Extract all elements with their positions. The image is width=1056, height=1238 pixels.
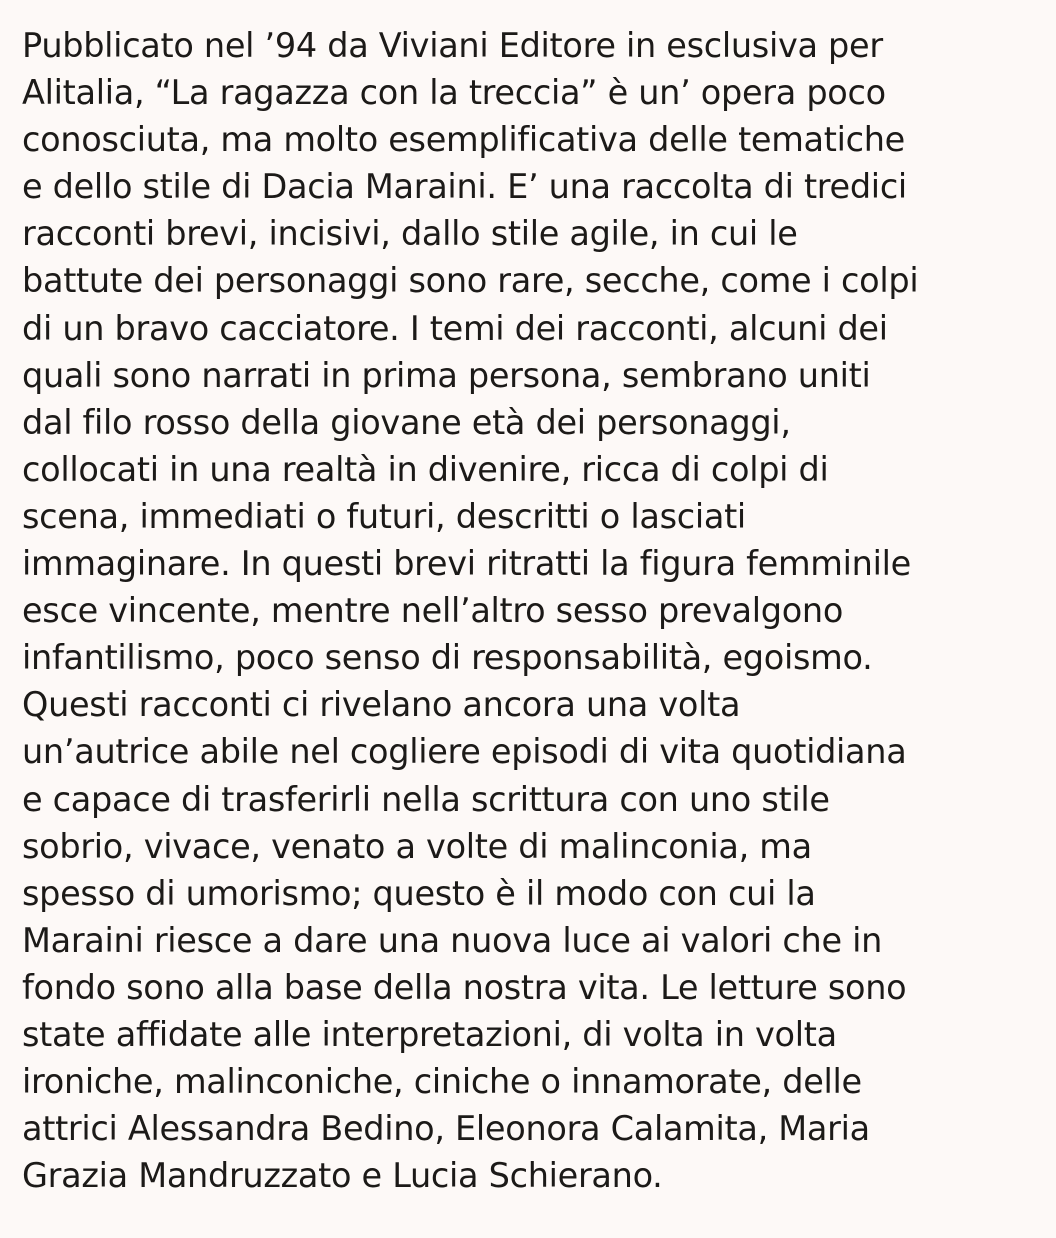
paragraph-line: conosciuta, ma molto esemplificativa delle tematiche bbox=[22, 120, 905, 160]
paragraph-line: spesso di umorismo; questo è il modo con cui la bbox=[22, 873, 816, 913]
paragraph-line: state affidate alle interpretazioni, di volta in volta bbox=[22, 1014, 837, 1054]
paragraph-line: Alitalia, “La ragazza con la treccia” è un’ opera poco bbox=[22, 73, 886, 113]
paragraph-line: Questi racconti ci rivelano ancora una volta bbox=[22, 685, 741, 725]
paragraph-line: e dello stile di Dacia Maraini. E’ una raccolta di tredici bbox=[22, 167, 907, 207]
paragraph-line: di un bravo cacciatore. I temi dei racconti, alcuni dei bbox=[22, 308, 888, 348]
paragraph-line: sobrio, vivace, venato a volte di malinconia, ma bbox=[22, 826, 812, 866]
paragraph-line: e capace di trasferirli nella scrittura con uno stile bbox=[22, 779, 830, 819]
paragraph-line: battute dei personaggi sono rare, secche, come i colpi bbox=[22, 261, 919, 301]
paragraph-line: Grazia Mandruzzato e Lucia Schierano. bbox=[22, 1156, 663, 1196]
paragraph-line: scena, immediati o futuri, descritti o lasciati bbox=[22, 496, 746, 536]
paragraph-line: Pubblicato nel ’94 da Viviani Editore in esclusiva per bbox=[22, 26, 883, 65]
paragraph-line: immaginare. In questi brevi ritratti la figura femminile bbox=[22, 544, 911, 584]
paragraph-line: attrici Alessandra Bedino, Eleonora Calamita, Maria bbox=[22, 1109, 870, 1149]
paragraph-line: un’autrice abile nel cogliere episodi di vita quotidiana bbox=[22, 732, 907, 772]
paragraph-line: Maraini riesce a dare una nuova luce ai valori che in bbox=[22, 920, 883, 960]
paragraph-line: collocati in una realtà in divenire, ricca di colpi di bbox=[22, 449, 829, 489]
paragraph-line: fondo sono alla base della nostra vita. Le letture sono bbox=[22, 967, 907, 1007]
paragraph-line: esce vincente, mentre nell’altro sesso prevalgono bbox=[22, 591, 844, 631]
paragraph-line: racconti brevi, incisivi, dallo stile agile, in cui le bbox=[22, 214, 798, 254]
paragraph-line: quali sono narrati in prima persona, sembrano uniti bbox=[22, 355, 871, 395]
paragraph-line: infantilismo, poco senso di responsabilità, egoismo. bbox=[22, 638, 873, 678]
paragraph-line: ironiche, malinconiche, ciniche o innamorate, delle bbox=[22, 1062, 862, 1102]
article-paragraph bbox=[22, 22, 1042, 1199]
paragraph-line: dal filo rosso della giovane età dei personaggi, bbox=[22, 402, 791, 442]
